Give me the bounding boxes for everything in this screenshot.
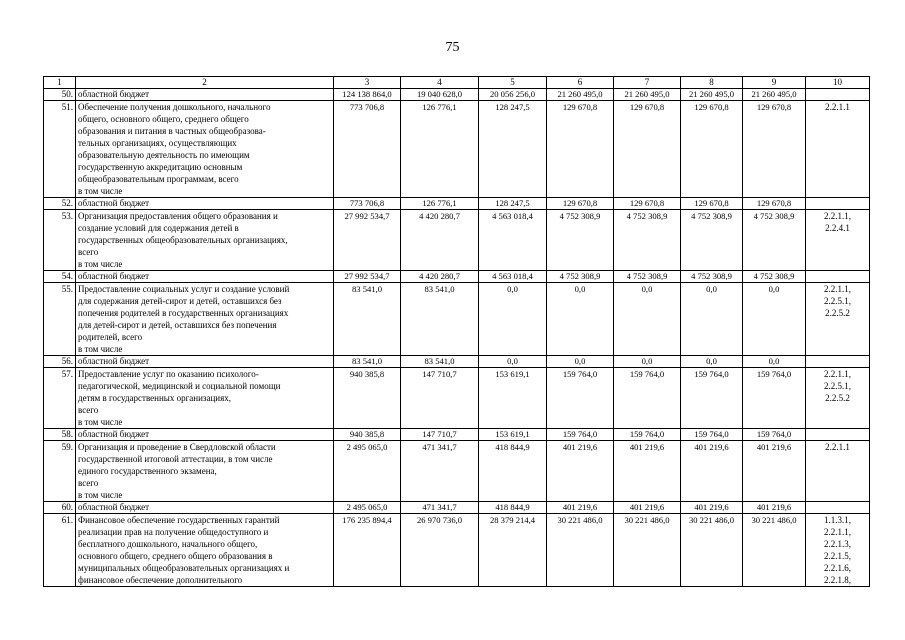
row-value-col-9: 401 219,6 [743, 502, 806, 514]
row-value-col-9: 129 670,8 [743, 101, 806, 198]
row-value-col-7: 159 764,0 [614, 368, 681, 429]
row-value-col-5: 4 563 018,4 [479, 271, 547, 283]
row-number: 57. [44, 368, 76, 429]
column-header-1: 1 [44, 77, 76, 89]
row-description: Предоставление социальных услуг и создание условий для содержания детей-сирот и детей, оставшихся без попечения родителей в государственных организациях для детей-сирот и детей, оставшихся без попечения родителей, всего в том числе [76, 283, 334, 356]
row-description: Предоставление услуг по оказанию психолого- педагогической, медицинской и социальной помощи детям в государственных организациях, всего в том числе [76, 368, 334, 429]
row-value-col-6: 30 221 486,0 [547, 514, 614, 587]
row-value-col-7: 21 260 495,0 [614, 89, 681, 101]
table-row [44, 441, 870, 502]
row-target-refs: 1.1.3.1, 2.2.1.1, 2.2.1.3, 2.2.1.5, 2.2.1.6, 2.2.1.8, [806, 514, 870, 587]
row-value-col-9: 30 221 486,0 [743, 514, 806, 587]
row-target-refs [806, 198, 870, 210]
row-value-col-9: 129 670,8 [743, 198, 806, 210]
row-value-col-5: 153 619,1 [479, 429, 547, 441]
row-target-refs: 2.2.1.1, 2.2.4.1 [806, 210, 870, 271]
row-value-col-5: 153 619,1 [479, 368, 547, 429]
row-value-col-8: 401 219,6 [681, 502, 743, 514]
row-value-col-7: 0,0 [614, 283, 681, 356]
row-value-col-3: 940 385,8 [334, 429, 401, 441]
table-row [44, 514, 870, 587]
row-value-col-6: 21 260 495,0 [547, 89, 614, 101]
column-header-10: 10 [806, 77, 870, 89]
column-header-6: 6 [547, 77, 614, 89]
row-value-col-4: 126 776,1 [401, 101, 479, 198]
row-value-col-5: 418 844,9 [479, 502, 547, 514]
row-value-col-5: 0,0 [479, 356, 547, 368]
row-description: областной бюджет [76, 198, 334, 210]
row-value-col-7: 0,0 [614, 356, 681, 368]
table-row [44, 198, 870, 210]
row-value-col-6: 0,0 [547, 356, 614, 368]
row-value-col-9: 401 219,6 [743, 441, 806, 502]
row-value-col-7: 159 764,0 [614, 429, 681, 441]
row-number: 59. [44, 441, 76, 502]
row-description: Организация и проведение в Свердловской области государственной итоговой аттестации, в том числе единого государственного экзамена, всего в том числе [76, 441, 334, 502]
column-header-4: 4 [401, 77, 479, 89]
row-description: областной бюджет [76, 356, 334, 368]
column-header-5: 5 [479, 77, 547, 89]
table-row [44, 210, 870, 271]
row-value-col-6: 4 752 308,9 [547, 210, 614, 271]
row-value-col-8: 30 221 486,0 [681, 514, 743, 587]
column-header-7: 7 [614, 77, 681, 89]
row-value-col-7: 401 219,6 [614, 441, 681, 502]
row-value-col-9: 21 260 495,0 [743, 89, 806, 101]
row-value-col-8: 401 219,6 [681, 441, 743, 502]
row-value-col-8: 4 752 308,9 [681, 271, 743, 283]
row-target-refs [806, 89, 870, 101]
row-number: 54. [44, 271, 76, 283]
row-value-col-3: 176 235 894,4 [334, 514, 401, 587]
row-description: областной бюджет [76, 502, 334, 514]
row-value-col-4: 471 341,7 [401, 441, 479, 502]
row-number: 61. [44, 514, 76, 587]
row-value-col-5: 28 379 214,4 [479, 514, 547, 587]
row-value-col-5: 0,0 [479, 283, 547, 356]
row-value-col-3: 940 385,8 [334, 368, 401, 429]
row-number: 56. [44, 356, 76, 368]
row-description: областной бюджет [76, 271, 334, 283]
row-target-refs: 2.2.1.1, 2.2.5.1, 2.2.5.2 [806, 368, 870, 429]
row-value-col-4: 126 776,1 [401, 198, 479, 210]
table-row [44, 368, 870, 429]
row-value-col-9: 159 764,0 [743, 368, 806, 429]
table-row [44, 502, 870, 514]
row-value-col-4: 4 420 280,7 [401, 271, 479, 283]
table-body [44, 77, 870, 587]
row-number: 50. [44, 89, 76, 101]
row-target-refs [806, 356, 870, 368]
table-row [44, 356, 870, 368]
row-value-col-7: 129 670,8 [614, 198, 681, 210]
row-target-refs [806, 502, 870, 514]
row-value-col-9: 4 752 308,9 [743, 210, 806, 271]
row-value-col-8: 21 260 495,0 [681, 89, 743, 101]
row-value-col-3: 27 992 534,7 [334, 271, 401, 283]
table-row [44, 429, 870, 441]
table-row [44, 271, 870, 283]
page-number: 75 [445, 40, 460, 55]
row-value-col-8: 159 764,0 [681, 429, 743, 441]
row-number: 52. [44, 198, 76, 210]
row-value-col-8: 159 764,0 [681, 368, 743, 429]
table-row [44, 101, 870, 198]
row-value-col-9: 4 752 308,9 [743, 271, 806, 283]
row-value-col-3: 2 495 065,0 [334, 502, 401, 514]
row-value-col-8: 0,0 [681, 283, 743, 356]
row-target-refs [806, 429, 870, 441]
table-header-row [44, 77, 870, 89]
row-number: 53. [44, 210, 76, 271]
row-description: областной бюджет [76, 429, 334, 441]
row-value-col-6: 4 752 308,9 [547, 271, 614, 283]
row-value-col-9: 159 764,0 [743, 429, 806, 441]
row-target-refs [806, 271, 870, 283]
program-funding-table [43, 76, 870, 587]
row-value-col-4: 147 710,7 [401, 429, 479, 441]
row-value-col-5: 128 247,5 [479, 101, 547, 198]
row-value-col-8: 129 670,8 [681, 101, 743, 198]
row-value-col-5: 4 563 018,4 [479, 210, 547, 271]
row-value-col-5: 20 056 256,0 [479, 89, 547, 101]
row-value-col-3: 27 992 534,7 [334, 210, 401, 271]
row-value-col-7: 4 752 308,9 [614, 271, 681, 283]
row-value-col-6: 129 670,8 [547, 198, 614, 210]
row-value-col-5: 418 844,9 [479, 441, 547, 502]
row-value-col-8: 4 752 308,9 [681, 210, 743, 271]
row-value-col-8: 129 670,8 [681, 198, 743, 210]
row-value-col-3: 773 706,8 [334, 198, 401, 210]
row-value-col-4: 83 541,0 [401, 283, 479, 356]
row-value-col-6: 129 670,8 [547, 101, 614, 198]
row-value-col-7: 129 670,8 [614, 101, 681, 198]
row-value-col-4: 471 341,7 [401, 502, 479, 514]
row-value-col-6: 0,0 [547, 283, 614, 356]
row-value-col-5: 128 247,5 [479, 198, 547, 210]
row-value-col-4: 147 710,7 [401, 368, 479, 429]
row-value-col-6: 401 219,6 [547, 502, 614, 514]
row-description: Организация предоставления общего образования и создание условий для содержания детей в государственных общеобразовательных организациях, всего в том числе [76, 210, 334, 271]
row-value-col-7: 30 221 486,0 [614, 514, 681, 587]
row-value-col-9: 0,0 [743, 356, 806, 368]
row-target-refs: 2.2.1.1, 2.2.5.1, 2.2.5.2 [806, 283, 870, 356]
table-row [44, 283, 870, 356]
row-value-col-3: 83 541,0 [334, 283, 401, 356]
row-value-col-3: 83 541,0 [334, 356, 401, 368]
column-header-2: 2 [76, 77, 334, 89]
row-target-refs: 2.2.1.1 [806, 101, 870, 198]
row-value-col-3: 124 138 864,0 [334, 89, 401, 101]
row-value-col-6: 159 764,0 [547, 368, 614, 429]
row-number: 55. [44, 283, 76, 356]
row-value-col-4: 83 541,0 [401, 356, 479, 368]
row-value-col-3: 773 706,8 [334, 101, 401, 198]
row-description: областной бюджет [76, 89, 334, 101]
row-value-col-7: 4 752 308,9 [614, 210, 681, 271]
row-value-col-9: 0,0 [743, 283, 806, 356]
row-description: Обеспечение получения дошкольного, начального общего, основного общего, среднего общего образования и питания в частных общеобразова- тельных организациях, осуществляющих образовательную деятельность по имеющим государственную аккредитацию основным общеобразовательным программам, всего в том числе [76, 101, 334, 198]
row-number: 51. [44, 101, 76, 198]
row-number: 60. [44, 502, 76, 514]
column-header-9: 9 [743, 77, 806, 89]
row-description: Финансовое обеспечение государственных гарантий реализации прав на получение общедоступного и бесплатного дошкольного, начального общего, основного общего, среднего общего образования в муниципальных общеобразовательных организациях и финансовое обеспечение дополнительного [76, 514, 334, 587]
column-header-3: 3 [334, 77, 401, 89]
row-value-col-7: 401 219,6 [614, 502, 681, 514]
row-value-col-8: 0,0 [681, 356, 743, 368]
row-value-col-3: 2 495 065,0 [334, 441, 401, 502]
table-row [44, 89, 870, 101]
row-value-col-6: 159 764,0 [547, 429, 614, 441]
row-number: 58. [44, 429, 76, 441]
row-target-refs: 2.2.1.1 [806, 441, 870, 502]
row-value-col-4: 4 420 280,7 [401, 210, 479, 271]
row-value-col-6: 401 219,6 [547, 441, 614, 502]
row-value-col-4: 19 040 628,0 [401, 89, 479, 101]
row-value-col-4: 26 970 736,0 [401, 514, 479, 587]
column-header-8: 8 [681, 77, 743, 89]
